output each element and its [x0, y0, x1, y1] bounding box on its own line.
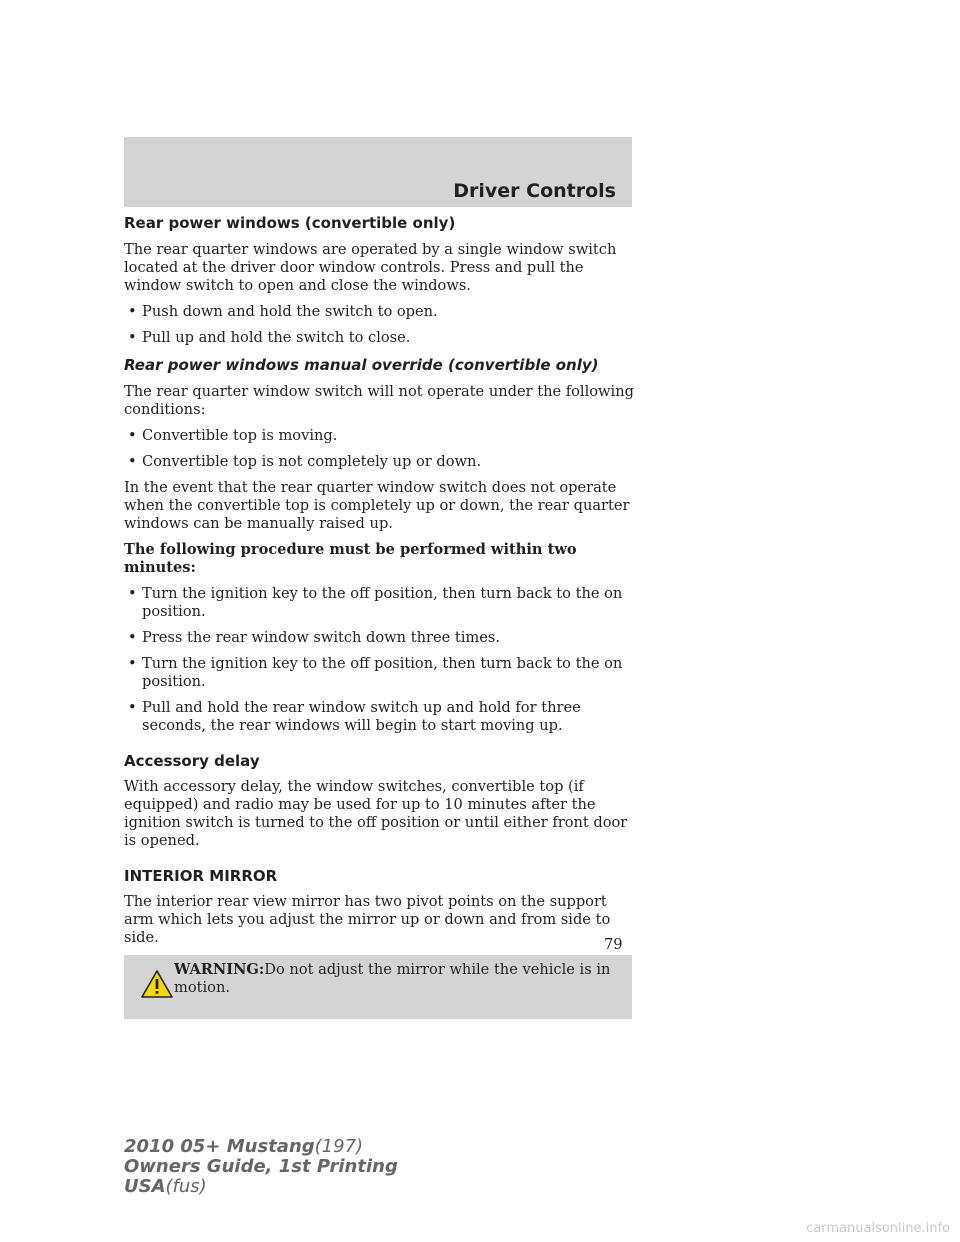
- bullet-list-conditions: [124, 427, 634, 471]
- paragraph-override-conditions: The rear quarter window switch will not operate under the following conditions:: [124, 383, 634, 418]
- watermark: carmanualsonline.info: [806, 1221, 950, 1236]
- bullet-icon: •: [128, 629, 137, 646]
- procedure-intro: The following procedure must be performed within two minutes:: [124, 541, 577, 576]
- spacer: [124, 743, 634, 751]
- footer-line-region: USA(fus): [124, 1176, 207, 1197]
- paragraph-accessory-delay: With accessory delay, the window switches, convertible top (if equipped) and radio may be used for up to 10 minutes after the ignition switch is turned to the off position or until either front door is opened.: [124, 778, 628, 849]
- heading-rear-power-windows: Rear power windows (convertible only): [124, 214, 456, 232]
- warning-label: WARNING:: [174, 961, 265, 978]
- list-item: • Turn the ignition key to the off position, then turn back to the on position.: [128, 655, 623, 690]
- bullet-icon: •: [128, 453, 137, 470]
- warning-triangle-icon: [140, 969, 174, 999]
- page-content: [124, 213, 634, 1019]
- page-number: 79: [604, 936, 623, 953]
- bullet-list-procedure: [124, 585, 634, 735]
- list-item: • Convertible top is moving.: [128, 427, 338, 444]
- list-item: • Pull up and hold the switch to close.: [128, 329, 411, 346]
- heading-accessory-delay: Accessory delay: [124, 752, 260, 770]
- warning-box: [124, 955, 632, 1019]
- warning-message: Do not adjust the mirror while the vehicle is in motion.: [174, 961, 611, 996]
- footer-line-model: 2010 05+ Mustang(197): [124, 1136, 364, 1157]
- list-item: • Push down and hold the switch to open.: [128, 303, 438, 320]
- bullet-list-rear-windows: [124, 303, 634, 347]
- bullet-icon: •: [128, 655, 137, 672]
- bullet-icon: •: [128, 303, 137, 320]
- spacer: [124, 858, 634, 866]
- bullet-icon: •: [128, 699, 137, 716]
- section-header-band: [124, 137, 632, 207]
- bullet-icon: •: [128, 585, 137, 602]
- bullet-icon: •: [128, 329, 137, 346]
- paragraph-interior-mirror: The interior rear view mirror has two pivot points on the support arm which lets you adjust the mirror up or down and from side to side.: [124, 893, 611, 946]
- warning-text: [174, 961, 614, 997]
- list-item: • Turn the ignition key to the off position, then turn back to the on position.: [128, 585, 623, 620]
- heading-interior-mirror: INTERIOR MIRROR: [124, 867, 278, 885]
- list-item: • Pull and hold the rear window switch up and hold for three seconds, the rear windows will begin to start moving up.: [128, 699, 581, 734]
- list-item: • Press the rear window switch down three times.: [128, 629, 501, 646]
- section-title: Driver Controls: [453, 180, 616, 202]
- heading-manual-override: Rear power windows manual override (convertible only): [124, 356, 599, 374]
- paragraph-manual-raise: In the event that the rear quarter window switch does not operate when the convertible top is completely up or down, the rear quarter windows can be manually raised up.: [124, 479, 630, 532]
- paragraph-rear-windows: The rear quarter windows are operated by a single window switch located at the driver door window controls. Press and pull the window switch to open and close the windows.: [124, 241, 617, 294]
- list-item: • Convertible top is not completely up or down.: [128, 453, 482, 470]
- bullet-icon: •: [128, 427, 137, 444]
- footer-print-info: [124, 1137, 398, 1197]
- footer-line-guide: Owners Guide, 1st Printing: [124, 1156, 398, 1177]
